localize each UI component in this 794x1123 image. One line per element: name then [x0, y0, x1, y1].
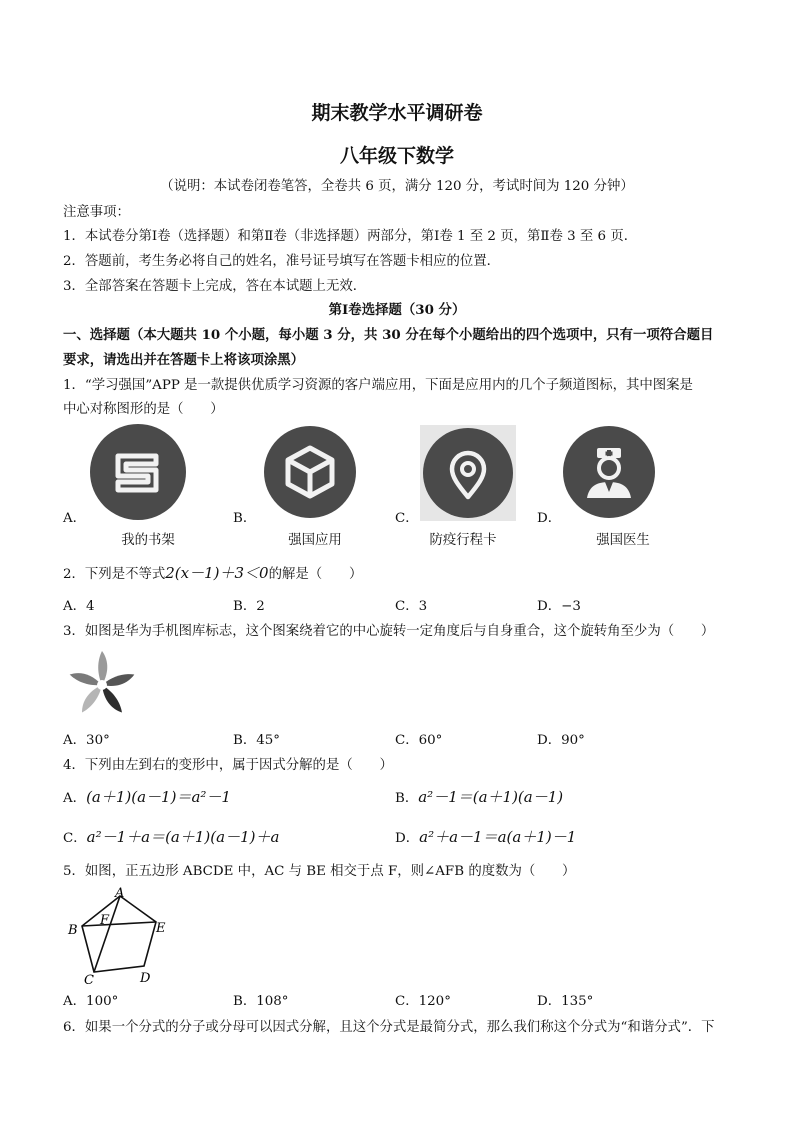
q4-option-b-letter: B． [395, 791, 419, 806]
exam-subtitle: 八年级下数学 [339, 145, 454, 167]
q1-option-d-letter: D． [537, 511, 562, 526]
notice-item-3: 3．全部答案在答题卡上完成，答在本试题上无效． [63, 279, 367, 294]
q1-option-d-caption: 强国医生 [596, 533, 650, 548]
q1-option-a-letter: A． [63, 511, 87, 526]
vertex-label-c: C [84, 973, 94, 986]
q1-option-b-caption: 强国应用 [288, 533, 342, 548]
q2-option-d: D．−3 [537, 599, 581, 614]
q4-option-d-letter: D． [395, 831, 420, 846]
q3-stem: 3．如图是华为手机图库标志，这个图案绕着它的中心旋转一定角度后与自身重合，这个旋转角至少为（ ） [63, 624, 715, 639]
q4-option-c [63, 826, 279, 847]
q6-stem: 6．如果一个分式的分子或分母可以因式分解，且这个分式是最简分式，那么我们称这个分式为“和谐分式”．下 [63, 1020, 715, 1035]
q2-option-c: C．3 [395, 599, 428, 614]
q5-option-a: A．100° [63, 994, 119, 1009]
gallery-logo-icon [66, 646, 138, 722]
q3-option-c: C．60° [395, 733, 443, 748]
location-pin-icon [420, 425, 516, 521]
notice-heading: 注意事项： [63, 205, 130, 220]
q4-option-a-math: (a＋1)(a－1)＝a²－1 [86, 788, 231, 806]
pentagon-diagram [64, 886, 176, 986]
q2-option-b: B．2 [233, 599, 265, 614]
q4-option-b [395, 786, 563, 807]
q3-option-b: B．45° [233, 733, 280, 748]
point-label-f: F [100, 913, 110, 928]
q3-option-a: A．30° [63, 733, 110, 748]
q4-option-d-math: a²＋a－1＝a(a＋1)－1 [419, 828, 577, 846]
q1-option-c-letter: C． [395, 511, 419, 526]
cube-icon [262, 424, 358, 520]
q1-stem-line2: 中心对称图形的是（ ） [63, 402, 224, 417]
q5-option-c: C．120° [395, 994, 451, 1009]
q4-option-c-letter: C． [63, 831, 87, 846]
exam-title: 期末教学水平调研卷 [311, 102, 483, 124]
q4-stem: 4．下列由左到右的变形中，属于因式分解的是（ ） [63, 758, 393, 773]
doctor-icon [561, 424, 657, 520]
q4-option-a [63, 786, 231, 807]
q2-stem-post: 的解是（ ） [268, 567, 363, 582]
vertex-label-b: B [68, 923, 78, 938]
bookshelf-icon [88, 422, 188, 522]
q1-option-b-letter: B． [233, 511, 257, 526]
vertex-label-a: A [115, 886, 125, 901]
q5-option-d: D．135° [537, 994, 594, 1009]
q3-option-d: D．90° [537, 733, 585, 748]
q4-option-c-math: a²－1＋a＝(a＋1)(a－1)＋a [86, 828, 280, 846]
q1-stem-line1: 1．“学习强国”APP 是一款提供优质学习资源的客户端应用，下面是应用内的几个子频道图标，其中图案是 [63, 378, 693, 393]
notice-item-2: 2．答题前，考生务必将自己的姓名，准号证号填写在答题卡相应的位置． [63, 254, 501, 269]
q4-option-d [395, 826, 576, 847]
q1-option-a-caption: 我的书架 [121, 533, 175, 548]
q4-option-b-math: a²－1＝(a＋1)(a－1) [418, 788, 564, 806]
q2-stem [63, 562, 362, 583]
q5-option-b: B．108° [233, 994, 289, 1009]
section-title: 第Ⅰ卷选择题（30 分） [328, 302, 466, 318]
q1-option-c-caption: 防疫行程卡 [429, 533, 497, 548]
q2-inequality: 2(x－1)＋3＜0 [165, 564, 269, 582]
exam-note: （说明：本试卷闭卷笔答，全卷共 6 页，满分 120 分，考试时间为 120 分钟） [160, 179, 634, 194]
notice-item-1: 1．本试卷分第Ⅰ卷（选择题）和第Ⅱ卷（非选择题）两部分，第Ⅰ卷 1 至 2 页，第Ⅱ卷 3 至 6 页． [63, 229, 638, 244]
q4-option-a-letter: A． [63, 791, 87, 806]
q2-stem-pre: 2．下列是不等式 [63, 567, 166, 582]
section-instruction-line1: 一、选择题（本大题共 10 个小题，每小题 3 分，共 30 分在每个小题给出的四个选项中，只有一项符合题目 [63, 327, 714, 343]
q2-option-a: A．4 [63, 599, 95, 614]
section-instruction-line2: 要求，请选出并在答题卡上将该项涂黑） [63, 352, 305, 368]
vertex-label-d: D [140, 971, 151, 986]
vertex-label-e: E [156, 921, 166, 936]
q5-stem: 5．如图，正五边形 ABCDE 中，AC 与 BE 相交于点 F，则∠AFB 的度数为（ ） [63, 864, 576, 879]
